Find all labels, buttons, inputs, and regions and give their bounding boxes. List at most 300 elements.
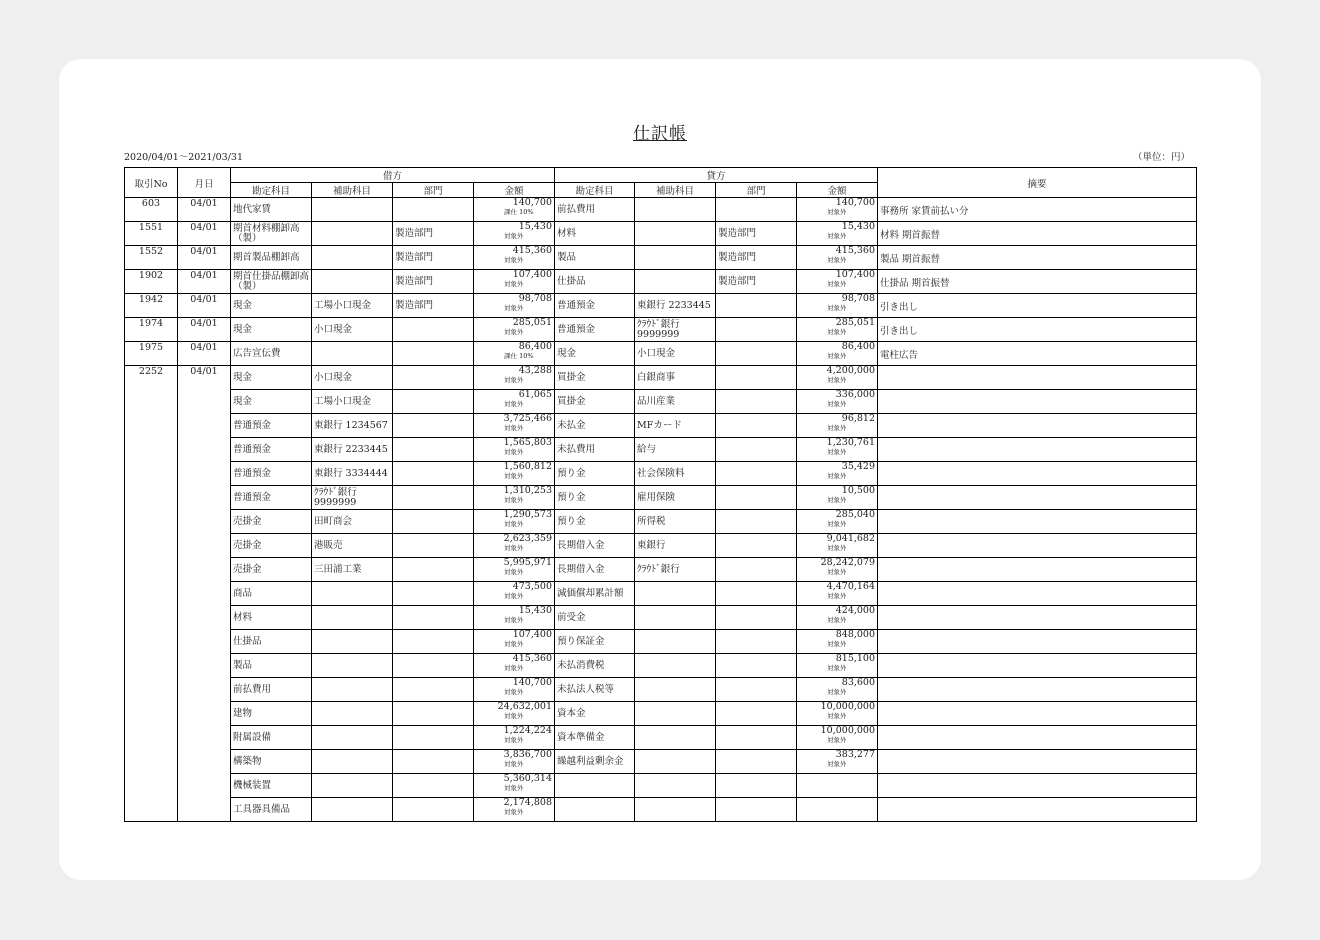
debit-amount: 107,400 [512, 269, 553, 280]
debit-amount: 140,700 [512, 677, 553, 688]
debit-tax-category: 対象外 [504, 328, 524, 336]
debit-department [393, 702, 474, 726]
credit-amount: 98,708 [841, 293, 876, 304]
credit-amount: 10,000,000 [820, 701, 876, 712]
credit-amount-cell [797, 318, 878, 342]
credit-amount-cell [797, 774, 878, 798]
credit-tax-category: 対象外 [827, 448, 847, 456]
memo-cell [878, 654, 1197, 678]
debit-amount-cell [474, 726, 555, 750]
credit-account: 買掛金 [555, 390, 635, 414]
credit-sub-account [635, 654, 716, 678]
debit-sub-account: 東銀行 2233445 [312, 438, 393, 462]
credit-amount: 96,812 [841, 413, 876, 424]
debit-sub-account [312, 750, 393, 774]
debit-sub-account [312, 774, 393, 798]
debit-account: 現金 [231, 318, 312, 342]
credit-amount-cell [797, 534, 878, 558]
debit-amount-cell [474, 582, 555, 606]
debit-account: 普通預金 [231, 462, 312, 486]
credit-department [716, 294, 797, 318]
debit-account: 附属設備 [231, 726, 312, 750]
credit-amount-cell [797, 462, 878, 486]
journal-row [125, 414, 1197, 438]
entry-no: 1902 [125, 270, 178, 294]
debit-department [393, 438, 474, 462]
credit-amount: 10,500 [841, 485, 876, 496]
debit-sub-account: 三田浦工業 [312, 558, 393, 582]
debit-tax-category: 対象外 [504, 712, 524, 720]
debit-sub-account [312, 198, 393, 222]
credit-amount-cell [797, 798, 878, 822]
credit-tax-category: 対象外 [827, 376, 847, 384]
journal-table [124, 167, 1197, 822]
credit-amount-cell [797, 678, 878, 702]
credit-amount-cell [797, 630, 878, 654]
credit-tax-category: 対象外 [827, 520, 847, 528]
journal-row [125, 678, 1197, 702]
credit-tax-category: 対象外 [827, 664, 847, 672]
entry-date: 04/01 [178, 294, 231, 318]
credit-amount: 86,400 [841, 341, 876, 352]
credit-department [716, 630, 797, 654]
header-memo: 摘要 [878, 168, 1197, 198]
debit-tax-category: 対象外 [504, 280, 524, 288]
memo-cell: 材料 期首振替 [878, 222, 1197, 246]
memo-cell: 事務所 家賃前払い分 [878, 198, 1197, 222]
debit-sub-account [312, 246, 393, 270]
credit-amount: 1,230,761 [826, 437, 876, 448]
credit-amount-cell [797, 606, 878, 630]
debit-account: 構築物 [231, 750, 312, 774]
credit-department [716, 654, 797, 678]
memo-cell [878, 414, 1197, 438]
credit-account: 資本準備金 [555, 726, 635, 750]
credit-account: 資本金 [555, 702, 635, 726]
debit-tax-category: 対象外 [504, 496, 524, 504]
debit-sub-account [312, 726, 393, 750]
credit-sub-account: 東銀行 2233445 [635, 294, 716, 318]
credit-account: 長期借入金 [555, 534, 635, 558]
journal-row [125, 774, 1197, 798]
memo-cell [878, 678, 1197, 702]
credit-department [716, 606, 797, 630]
credit-amount-cell [797, 654, 878, 678]
debit-amount-cell [474, 558, 555, 582]
credit-sub-account [635, 246, 716, 270]
journal-row [125, 390, 1197, 414]
debit-tax-category: 対象外 [504, 232, 524, 240]
debit-tax-category: 対象外 [504, 544, 524, 552]
debit-account: 期首仕掛品棚卸高（製） [231, 270, 312, 294]
entry-date: 04/01 [178, 270, 231, 294]
credit-sub-account: ｸﾗｳﾄﾞ銀行 9999999 [635, 318, 716, 342]
debit-amount-cell [474, 702, 555, 726]
memo-cell [878, 438, 1197, 462]
memo-cell [878, 798, 1197, 822]
credit-amount-cell [797, 750, 878, 774]
debit-department: 製造部門 [393, 270, 474, 294]
debit-amount: 415,360 [512, 653, 553, 664]
debit-account: 普通預金 [231, 438, 312, 462]
debit-tax-category: 対象外 [504, 400, 524, 408]
credit-department [716, 726, 797, 750]
credit-account: 現金 [555, 342, 635, 366]
debit-amount: 1,290,573 [503, 509, 553, 520]
credit-sub-account [635, 198, 716, 222]
debit-amount-cell [474, 798, 555, 822]
credit-department [716, 318, 797, 342]
credit-department [716, 558, 797, 582]
credit-amount: 28,242,079 [820, 557, 876, 568]
credit-account: 普通預金 [555, 318, 635, 342]
credit-amount-cell [797, 558, 878, 582]
credit-amount-cell [797, 294, 878, 318]
debit-department [393, 462, 474, 486]
credit-department [716, 582, 797, 606]
debit-sub-account [312, 270, 393, 294]
debit-department: 製造部門 [393, 246, 474, 270]
entry-no: 603 [125, 198, 178, 222]
debit-account: 建物 [231, 702, 312, 726]
debit-department [393, 654, 474, 678]
credit-amount-cell [797, 198, 878, 222]
credit-amount: 336,000 [835, 389, 876, 400]
debit-sub-account: 東銀行 3334444 [312, 462, 393, 486]
credit-department [716, 342, 797, 366]
debit-tax-category: 対象外 [504, 640, 524, 648]
credit-sub-account: MFカード [635, 414, 716, 438]
credit-account [555, 774, 635, 798]
credit-sub-account [635, 798, 716, 822]
debit-amount-cell [474, 510, 555, 534]
debit-amount: 1,565,803 [503, 437, 553, 448]
debit-account: 仕掛品 [231, 630, 312, 654]
debit-tax-category: 対象外 [504, 256, 524, 264]
credit-tax-category: 対象外 [827, 640, 847, 648]
credit-amount: 848,000 [835, 629, 876, 640]
entry-no: 1974 [125, 318, 178, 342]
memo-cell [878, 558, 1197, 582]
credit-account [555, 798, 635, 822]
entry-no: 1551 [125, 222, 178, 246]
debit-account: 期首材料棚卸高（製） [231, 222, 312, 246]
journal-row [125, 750, 1197, 774]
credit-department [716, 366, 797, 390]
debit-department [393, 678, 474, 702]
debit-department: 製造部門 [393, 294, 474, 318]
journal-row [125, 582, 1197, 606]
credit-amount: 415,360 [835, 245, 876, 256]
credit-tax-category: 対象外 [827, 400, 847, 408]
debit-sub-account [312, 342, 393, 366]
credit-sub-account [635, 222, 716, 246]
journal-row [125, 654, 1197, 678]
memo-cell: 製品 期首振替 [878, 246, 1197, 270]
debit-amount-cell [474, 222, 555, 246]
journal-row [125, 294, 1197, 318]
debit-department [393, 390, 474, 414]
credit-tax-category: 対象外 [827, 328, 847, 336]
header-debit-account: 勘定科目 [231, 183, 312, 198]
debit-amount: 15,430 [518, 605, 553, 616]
debit-sub-account: 小口現金 [312, 366, 393, 390]
debit-amount: 86,400 [518, 341, 553, 352]
journal-row [125, 798, 1197, 822]
debit-tax-category: 対象外 [504, 448, 524, 456]
debit-account: 期首製品棚卸高 [231, 246, 312, 270]
credit-sub-account [635, 270, 716, 294]
credit-account: 仕掛品 [555, 270, 635, 294]
credit-tax-category: 対象外 [827, 496, 847, 504]
memo-cell: 引き出し [878, 318, 1197, 342]
credit-amount: 815,100 [835, 653, 876, 664]
credit-department [716, 510, 797, 534]
credit-sub-account [635, 774, 716, 798]
debit-amount-cell [474, 750, 555, 774]
credit-amount-cell [797, 414, 878, 438]
memo-cell [878, 390, 1197, 414]
debit-department [393, 342, 474, 366]
credit-amount-cell [797, 438, 878, 462]
debit-account: 現金 [231, 390, 312, 414]
debit-tax-category: 対象外 [504, 592, 524, 600]
credit-amount-cell [797, 510, 878, 534]
header-debit-sub: 補助科目 [312, 183, 393, 198]
entry-date: 04/01 [178, 246, 231, 270]
debit-account: 広告宣伝費 [231, 342, 312, 366]
debit-sub-account [312, 630, 393, 654]
credit-tax-category: 対象外 [827, 304, 847, 312]
journal-row [125, 342, 1197, 366]
memo-cell [878, 462, 1197, 486]
debit-tax-category: 対象外 [504, 688, 524, 696]
credit-tax-category: 対象外 [827, 424, 847, 432]
debit-department [393, 606, 474, 630]
credit-account: 未払金 [555, 414, 635, 438]
debit-amount: 3,725,466 [503, 413, 553, 424]
debit-amount-cell [474, 342, 555, 366]
credit-sub-account: 品川産業 [635, 390, 716, 414]
debit-amount-cell [474, 654, 555, 678]
debit-account: 材料 [231, 606, 312, 630]
credit-sub-account: 東銀行 [635, 534, 716, 558]
credit-sub-account: ｸﾗｳﾄﾞ銀行 [635, 558, 716, 582]
debit-tax-category: 対象外 [504, 664, 524, 672]
credit-department [716, 798, 797, 822]
credit-amount-cell [797, 486, 878, 510]
credit-account: 未払費用 [555, 438, 635, 462]
header-date: 月日 [178, 168, 231, 198]
credit-tax-category: 対象外 [827, 352, 847, 360]
memo-cell [878, 630, 1197, 654]
credit-tax-category: 対象外 [827, 472, 847, 480]
journal-row [125, 438, 1197, 462]
entry-no: 1552 [125, 246, 178, 270]
header-credit-amount: 金額 [797, 183, 878, 198]
credit-account: 前払費用 [555, 198, 635, 222]
credit-account: 未払法人税等 [555, 678, 635, 702]
debit-department [393, 630, 474, 654]
credit-sub-account [635, 678, 716, 702]
debit-amount: 1,560,812 [503, 461, 553, 472]
memo-cell [878, 366, 1197, 390]
debit-account: 普通預金 [231, 414, 312, 438]
entry-no: 2252 [125, 366, 178, 822]
credit-account: 減価償却累計額 [555, 582, 635, 606]
header-credit-sub: 補助科目 [635, 183, 716, 198]
journal-row [125, 726, 1197, 750]
debit-account: 工具器具備品 [231, 798, 312, 822]
credit-tax-category: 対象外 [827, 712, 847, 720]
credit-department [716, 438, 797, 462]
credit-tax-category: 対象外 [827, 760, 847, 768]
debit-amount: 43,288 [518, 365, 553, 376]
credit-account: 普通預金 [555, 294, 635, 318]
debit-amount: 415,360 [512, 245, 553, 256]
credit-tax-category: 対象外 [827, 688, 847, 696]
credit-tax-category: 対象外 [827, 208, 847, 216]
debit-amount: 1,224,224 [503, 725, 553, 736]
debit-amount: 107,400 [512, 629, 553, 640]
debit-amount-cell [474, 246, 555, 270]
debit-amount-cell [474, 678, 555, 702]
credit-amount: 140,700 [835, 197, 876, 208]
debit-amount-cell [474, 534, 555, 558]
debit-account: 現金 [231, 366, 312, 390]
debit-amount-cell [474, 462, 555, 486]
credit-department [716, 702, 797, 726]
debit-department [393, 798, 474, 822]
credit-account: 繰越利益剰余金 [555, 750, 635, 774]
credit-amount-cell [797, 726, 878, 750]
credit-department [716, 198, 797, 222]
debit-tax-category: 対象外 [504, 736, 524, 744]
credit-amount-cell [797, 390, 878, 414]
credit-sub-account: 雇用保険 [635, 486, 716, 510]
debit-amount: 140,700 [512, 197, 553, 208]
credit-department: 製造部門 [716, 222, 797, 246]
debit-tax-category: 対象外 [504, 424, 524, 432]
credit-sub-account [635, 726, 716, 750]
debit-amount-cell [474, 294, 555, 318]
debit-amount-cell [474, 198, 555, 222]
debit-amount: 473,500 [512, 581, 553, 592]
debit-sub-account: 港販売 [312, 534, 393, 558]
entry-date: 04/01 [178, 222, 231, 246]
credit-amount-cell [797, 246, 878, 270]
header-credit-account: 勘定科目 [555, 183, 635, 198]
debit-amount-cell [474, 366, 555, 390]
credit-department [716, 750, 797, 774]
journal-body [125, 198, 1197, 822]
debit-amount: 3,836,700 [503, 749, 553, 760]
debit-account: 売掛金 [231, 534, 312, 558]
credit-account: 預り金 [555, 462, 635, 486]
journal-row [125, 630, 1197, 654]
entry-date: 04/01 [178, 198, 231, 222]
debit-amount-cell [474, 606, 555, 630]
journal-row [125, 222, 1197, 246]
credit-sub-account: 所得税 [635, 510, 716, 534]
page-title: 仕訳帳 [633, 124, 687, 144]
credit-account: 製品 [555, 246, 635, 270]
credit-amount: 83,600 [841, 677, 876, 688]
debit-department [393, 750, 474, 774]
credit-sub-account: 白銀商事 [635, 366, 716, 390]
debit-amount-cell [474, 318, 555, 342]
memo-cell [878, 606, 1197, 630]
credit-amount: 424,000 [835, 605, 876, 616]
entry-date: 04/01 [178, 342, 231, 366]
debit-department [393, 510, 474, 534]
credit-department [716, 774, 797, 798]
credit-amount: 107,400 [835, 269, 876, 280]
debit-department [393, 318, 474, 342]
credit-department [716, 462, 797, 486]
memo-cell [878, 750, 1197, 774]
debit-department: 製造部門 [393, 222, 474, 246]
credit-amount-cell [797, 366, 878, 390]
journal-row [125, 198, 1197, 222]
journal-row [125, 606, 1197, 630]
debit-amount: 5,995,971 [503, 557, 553, 568]
debit-tax-category: 対象外 [504, 472, 524, 480]
entry-date: 04/01 [178, 318, 231, 342]
debit-amount: 2,623,359 [503, 533, 553, 544]
debit-sub-account: 工場小口現金 [312, 294, 393, 318]
credit-account: 前受金 [555, 606, 635, 630]
credit-department: 製造部門 [716, 246, 797, 270]
debit-amount: 285,051 [512, 317, 553, 328]
credit-amount: 285,040 [835, 509, 876, 520]
credit-department [716, 390, 797, 414]
debit-department [393, 726, 474, 750]
debit-amount-cell [474, 486, 555, 510]
debit-tax-category: 対象外 [504, 616, 524, 624]
debit-amount: 5,360,314 [503, 773, 553, 784]
credit-account: 材料 [555, 222, 635, 246]
credit-department: 製造部門 [716, 270, 797, 294]
debit-amount: 15,430 [518, 221, 553, 232]
credit-account: 未払消費税 [555, 654, 635, 678]
debit-sub-account [312, 606, 393, 630]
credit-sub-account: 社会保険料 [635, 462, 716, 486]
credit-tax-category: 対象外 [827, 256, 847, 264]
debit-amount-cell [474, 390, 555, 414]
memo-cell [878, 582, 1197, 606]
debit-amount: 24,632,001 [497, 701, 553, 712]
credit-amount: 285,051 [835, 317, 876, 328]
debit-account: 売掛金 [231, 558, 312, 582]
journal-row [125, 462, 1197, 486]
debit-tax-category: 対象外 [504, 520, 524, 528]
debit-sub-account [312, 222, 393, 246]
debit-sub-account [312, 678, 393, 702]
debit-tax-category: 課仕 10% [504, 208, 534, 216]
period-range: 2020/04/01～2021/03/31 [124, 152, 244, 163]
debit-account: 商品 [231, 582, 312, 606]
header-debit-amount: 金額 [474, 183, 555, 198]
journal-sheet [59, 59, 1261, 880]
journal-row [125, 318, 1197, 342]
debit-amount: 2,174,808 [503, 797, 553, 808]
debit-sub-account [312, 798, 393, 822]
credit-tax-category: 対象外 [827, 544, 847, 552]
debit-department [393, 486, 474, 510]
debit-account: 普通預金 [231, 486, 312, 510]
credit-amount: 15,430 [841, 221, 876, 232]
